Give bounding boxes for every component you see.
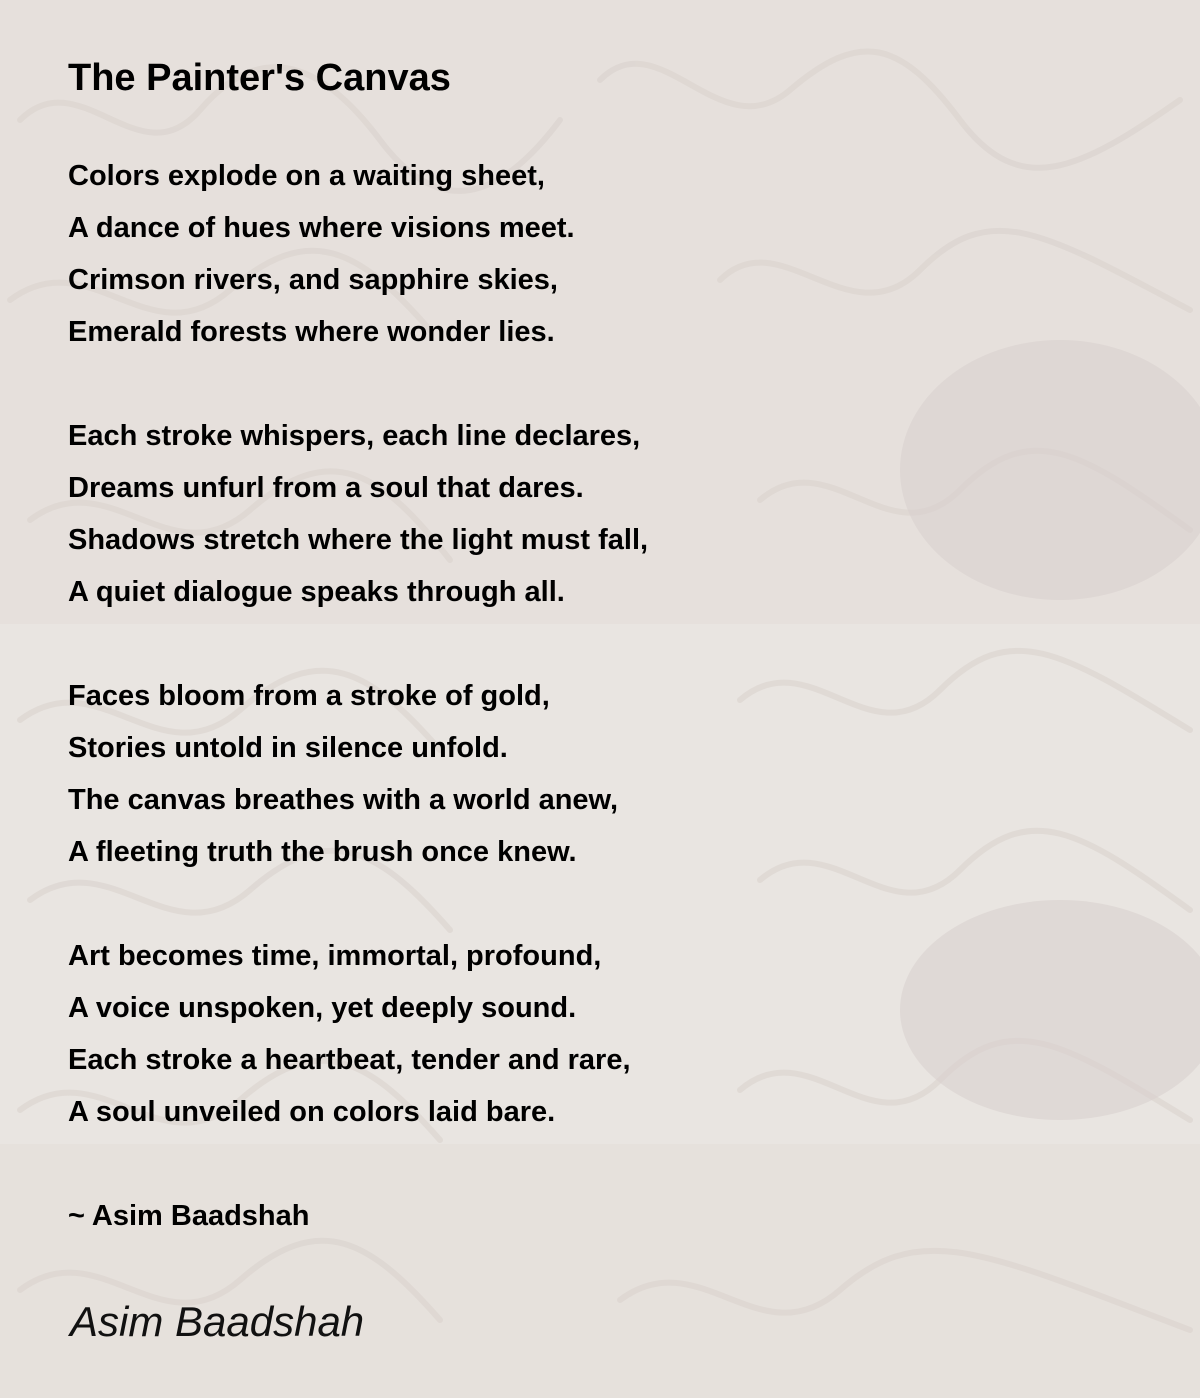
poem-line: Art becomes time, immortal, profound, xyxy=(68,940,602,972)
poem-line: A voice unspoken, yet deeply sound. xyxy=(68,992,577,1024)
script-stroke xyxy=(760,831,1190,910)
poem-line: Stories untold in silence unfold. xyxy=(68,732,508,764)
poem-line: The canvas breathes with a world anew, xyxy=(68,784,619,816)
stanza-3 xyxy=(68,670,618,878)
script-stroke xyxy=(720,231,1190,310)
poem-line: Colors explode on a waiting sheet, xyxy=(68,160,545,192)
poem-line: A quiet dialogue speaks through all. xyxy=(68,576,565,608)
poem-line: A dance of hues where visions meet. xyxy=(68,212,575,244)
poem-line: Emerald forests where wonder lies. xyxy=(68,316,555,348)
poem-attribution: ~ Asim Baadshah xyxy=(68,1200,310,1232)
stanza-4 xyxy=(68,930,631,1138)
poem-title: The Painter's Canvas xyxy=(68,57,451,99)
script-stroke xyxy=(740,651,1190,730)
poem-line: Dreams unfurl from a soul that dares. xyxy=(68,472,584,504)
poem-line: Faces bloom from a stroke of gold, xyxy=(68,680,550,712)
poem-line: A fleeting truth the brush once knew. xyxy=(68,836,577,868)
script-stroke xyxy=(600,51,1180,167)
poem-line: Each stroke a heartbeat, tender and rare, xyxy=(68,1044,631,1076)
paint-stain xyxy=(900,340,1200,600)
paint-stain xyxy=(900,900,1200,1120)
stanza-2 xyxy=(68,410,648,618)
poem-line: Each stroke whispers, each line declares, xyxy=(68,420,641,452)
poem-line: A soul unveiled on colors laid bare. xyxy=(68,1096,556,1128)
script-stroke xyxy=(620,1251,1190,1330)
stanza-1 xyxy=(68,150,575,358)
author-signature: Asim Baadshah xyxy=(70,1298,365,1345)
poem-line: Shadows stretch where the light must fall, xyxy=(68,524,649,556)
poem-line: Crimson rivers, and sapphire skies, xyxy=(68,264,558,296)
